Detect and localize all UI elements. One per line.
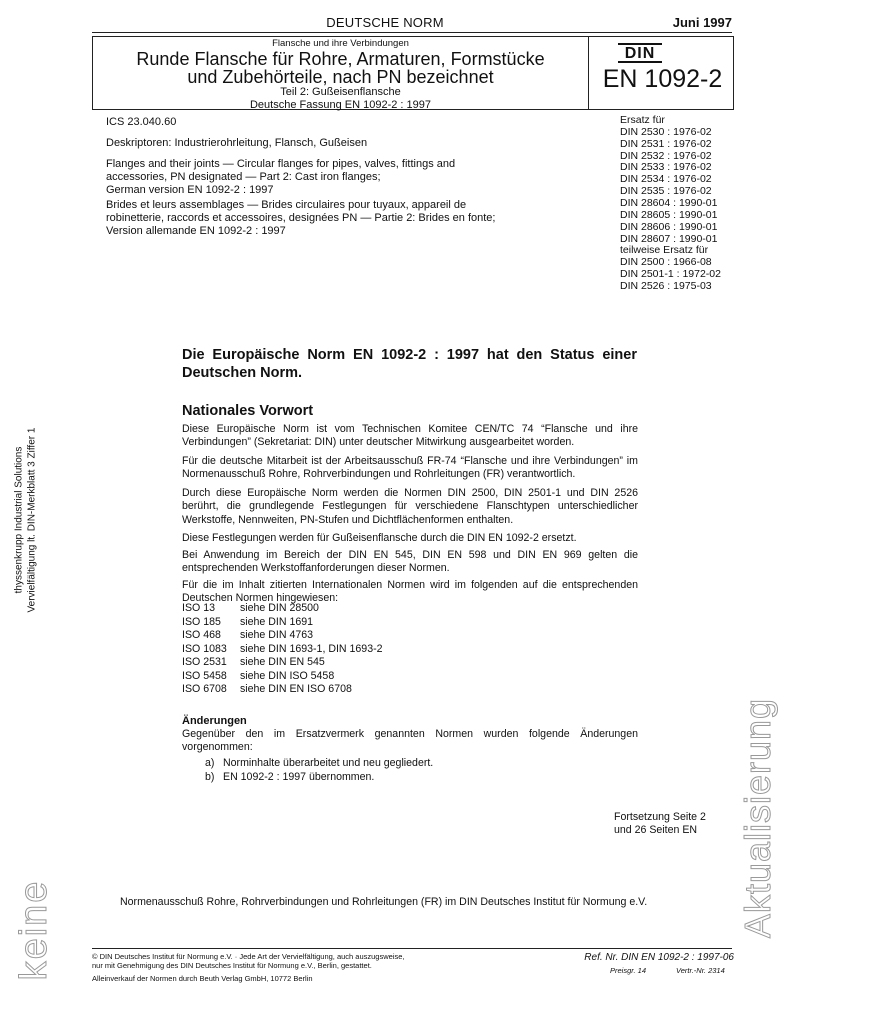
ersatz-item: DIN 2532 : 1976-02	[620, 149, 712, 162]
ersatz-item: DIN 2526 : 1975-03	[620, 280, 712, 293]
ics-code: ICS 23.040.60	[106, 116, 177, 128]
din-reference: siehe DIN EN ISO 6708	[240, 683, 352, 696]
iso-number: ISO 13	[182, 602, 215, 614]
footer-rule	[92, 948, 732, 949]
aktualisierung-watermark	[620, 697, 880, 939]
replacement-list	[620, 115, 721, 293]
reference-number: Ref. Nr. DIN EN 1092-2 : 1997-06	[584, 952, 734, 963]
title-part: Teil 2: Gußeisenflansche	[280, 85, 401, 98]
ersatz-item: DIN 2531 : 1976-02	[620, 137, 712, 150]
title-version: Deutsche Fassung EN 1092-2 : 1997	[249, 98, 431, 111]
iso-number: ISO 1083	[182, 642, 227, 655]
deskriptoren: Deskriptoren: Industrierohrleitung, Flansch, Gußeisen	[106, 137, 368, 149]
list-marker: a)	[205, 757, 215, 769]
title-block	[93, 39, 588, 111]
copyright-line: © DIN Deutsches Institut für Normung e.V. · Jede Art der Vervielfältigung, auch auszugsweise,	[92, 952, 405, 961]
standard-number: EN 1092-2	[602, 65, 723, 93]
vorwort-body	[182, 423, 638, 610]
title-series: Flansche und ihre Verbindungen	[272, 38, 409, 49]
ersatz-item: DIN 2501-1 : 1972-02	[620, 268, 721, 281]
document-type-label: DEUTSCHE NORM	[326, 15, 444, 30]
partial-ersatz-heading: teilweise Ersatz für	[620, 244, 709, 257]
ersatz-item: DIN 28604 : 1990-01	[620, 197, 718, 210]
list-item	[205, 756, 433, 770]
aenderungen-intro: Gegenüber den im Ersatzvermerk genannten Normen wurden folgende Änderungen vorgenommen:	[182, 728, 638, 754]
iso-number: ISO 5458	[182, 669, 227, 682]
french-title-line: Brides et leurs assemblages — Brides circulaires pour tuyaux, appareil de	[106, 199, 467, 211]
vorwort-paragraph: Bei Anwendung im Bereich der DIN EN 545, DIN EN 598 und DIN EN 969 gelten die entsprechenden Werkstoffanforderungen dieser Normen.	[182, 548, 638, 575]
distribution-number: Vertr.-Nr. 2314	[676, 966, 725, 975]
din-reference: siehe DIN ISO 5458	[240, 669, 335, 682]
licence-line: thyssenkrupp Industrial Solutions	[13, 446, 25, 594]
title-divider	[588, 37, 589, 109]
aktualisierung-watermark-text: Aktualisierung	[737, 697, 778, 939]
english-title	[106, 158, 455, 198]
vorwort-heading: Nationales Vorwort	[182, 403, 314, 419]
list-item-text: Norminhalte überarbeitet und neu gegliedert.	[223, 757, 434, 769]
vorwort-paragraph: Diese Festlegungen werden für Gußeisenflansche durch die DIN EN 1092-2 ersetzt.	[182, 532, 577, 545]
title-main-line-2: und Zubehörteile, nach PN bezeichnet	[187, 66, 494, 87]
ersatz-item: DIN 28607 : 1990-01	[620, 232, 718, 245]
licence-line: Vervielfältigung lt. DIN-Merkblatt 3 Ziffer 1	[26, 427, 37, 613]
ersatz-item: DIN 2533 : 1976-02	[620, 161, 712, 174]
vorwort-paragraph: Durch diese Europäische Norm werden die Normen DIN 2500, DIN 2501-1 und DIN 2526 berührt, die grundlegende Festlegungen für verschiedene Flanschtypen unterschiedlicher Werkstoffe, Nennweiten, PN-Stufen und Dichtflächenformen enthalten.	[182, 486, 638, 526]
din-reference: siehe DIN 4763	[240, 629, 314, 642]
din-reference: siehe DIN 28500	[240, 602, 319, 614]
continuation-line: Fortsetzung Seite 2	[614, 811, 706, 823]
table-row	[182, 656, 383, 670]
english-title-line: Flanges and their joints — Circular flanges for pipes, valves, fittings and	[106, 158, 456, 170]
french-title-line: robinetterie, raccords et accessoires, designées PN — Partie 2: Brides en fonte;	[106, 212, 496, 225]
iso-number: ISO 2531	[182, 656, 227, 669]
table-row	[182, 629, 383, 643]
title-box	[92, 36, 734, 110]
copyright-line: nur mit Genehmigung des DIN Deutsches Institut für Normung e.V., Berlin, gestattet.	[92, 961, 372, 971]
french-title-line: Version allemande EN 1092-2 : 1997	[106, 225, 286, 238]
ersatz-item: DIN 2500 : 1966-08	[620, 256, 712, 269]
table-row	[182, 683, 383, 697]
french-title	[106, 199, 495, 239]
ersatz-item: DIN 2534 : 1976-02	[620, 173, 712, 186]
committee-line: Normenausschuß Rohre, Rohrverbindungen und Rohrleitungen (FR) im DIN Deutsches Institut für Normung e.V.	[120, 896, 648, 908]
din-reference: siehe DIN 1693-1, DIN 1693-2	[240, 642, 383, 655]
ersatz-item: DIN 28606 : 1990-01	[620, 220, 718, 233]
licence-stamp-text	[14, 400, 39, 640]
ersatz-item: DIN 28605 : 1990-01	[620, 208, 718, 221]
table-row	[182, 643, 383, 657]
title-main-line-1: Runde Flansche für Rohre, Armaturen, Formstücke	[136, 48, 545, 69]
ersatz-item: DIN 2535 : 1976-02	[620, 185, 712, 198]
ersatz-item: DIN 2530 : 1976-02	[620, 125, 712, 138]
licence-stamp	[2, 400, 58, 640]
vorwort-paragraph: Für die im Inhalt zitierten Internationalen Normen wird im folgenden auf die entsprechenden Deutschen Normen hingewiesen:	[182, 578, 638, 604]
vorwort-paragraph: Diese Europäische Norm ist vom Technischen Komitee CEN/TC 74 “Flansche und ihre Verbindungen” (Sekretariat: DIN) unter deutscher Mitwirkung ausgearbeitet worden.	[182, 423, 638, 449]
aenderungen-heading: Änderungen	[182, 715, 247, 727]
aenderungen-list	[205, 756, 433, 785]
issue-date: Juni 1997	[672, 15, 732, 30]
keine-watermark-text: keine	[13, 879, 55, 981]
din-logo-text: DIN	[624, 45, 656, 62]
list-marker: b)	[205, 771, 215, 784]
price-group: Preisgr. 14	[610, 966, 646, 975]
iso-number: ISO 468	[182, 629, 221, 642]
list-item	[205, 770, 433, 784]
iso-number: ISO 185	[182, 615, 221, 628]
english-title-line: German version EN 1092-2 : 1997	[106, 184, 274, 197]
ersatz-heading: Ersatz für	[620, 114, 665, 126]
din-reference: siehe DIN 1691	[240, 615, 314, 628]
status-heading: Die Europäische Norm EN 1092-2 : 1997 hat den Status einer Deutschen Norm.	[182, 347, 637, 382]
sales-note: Alleinverkauf der Normen durch Beuth Verlag GmbH, 10772 Berlin	[92, 974, 313, 983]
table-row	[182, 616, 383, 630]
header-rule	[92, 32, 732, 33]
table-row	[182, 670, 383, 684]
english-title-line: accessories, PN designated — Part 2: Cast iron flanges;	[106, 171, 381, 184]
iso-reference-table	[182, 602, 383, 697]
vorwort-paragraph: Für die deutsche Mitarbeit ist der Arbeitsausschuß FR-74 “Flansche und ihre Verbindungen” im Normenausschuß Rohre, Rohrverbindungen und Rohrleitungen (FR) verantwortlich.	[182, 454, 638, 481]
table-row	[182, 602, 383, 616]
keine-watermark	[0, 879, 88, 981]
din-logo	[618, 43, 662, 63]
list-item-text: EN 1092-2 : 1997 übernommen.	[223, 771, 375, 784]
din-reference: siehe DIN EN 545	[240, 656, 325, 669]
copyright-notice	[92, 952, 492, 971]
continuation-line: und 26 Seiten EN	[614, 823, 698, 836]
iso-number: ISO 6708	[182, 683, 227, 696]
